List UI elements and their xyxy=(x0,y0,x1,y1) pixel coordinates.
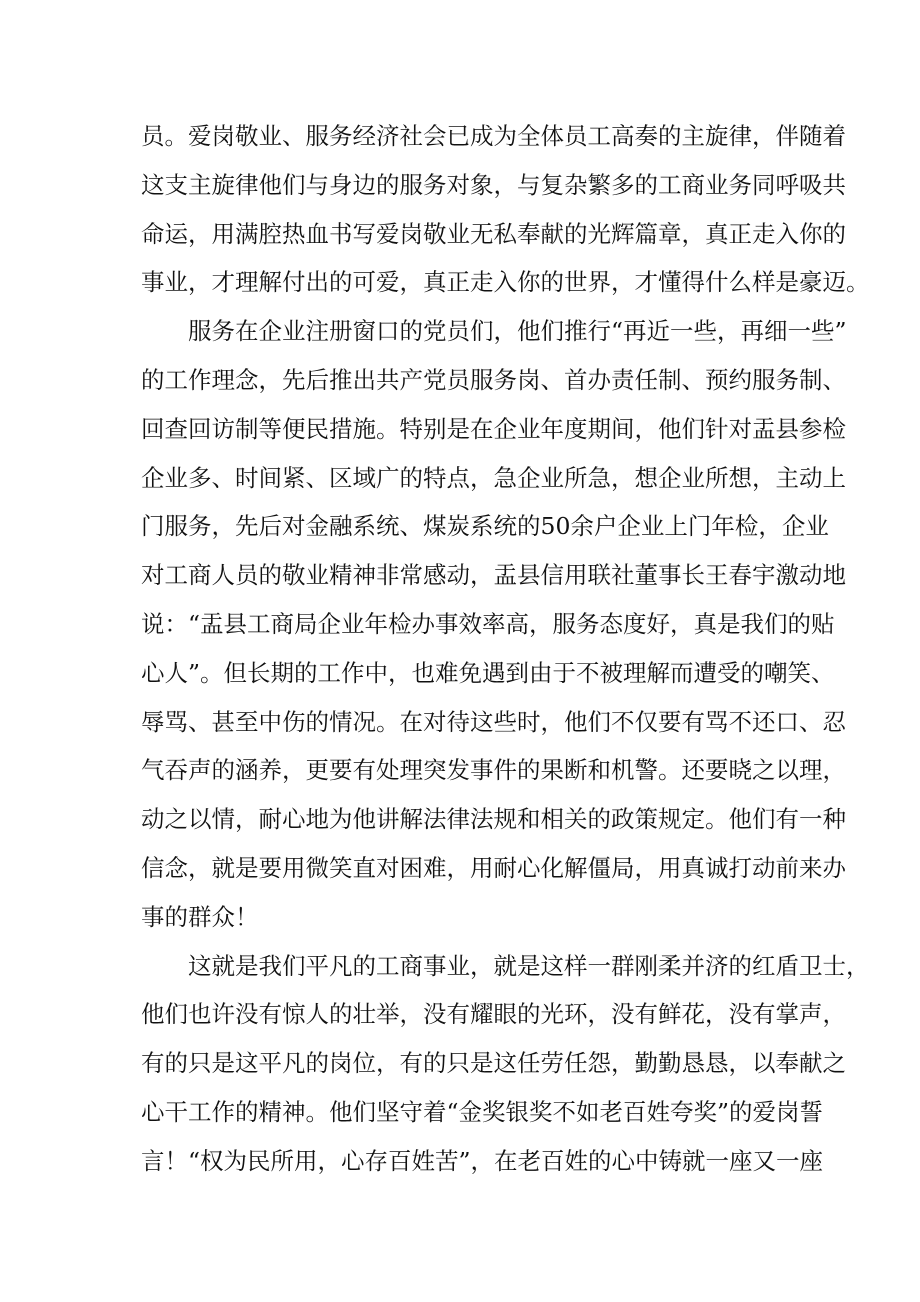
text-line: 这支主旋律他们与身边的服务对象，与复杂繁多的工商业务同呼吸共 xyxy=(141,170,846,199)
text-line: 心人”。但长期的工作中，也难免遇到由于不被理解而遭受的嘲笑、 xyxy=(141,658,835,687)
text-line: 服务在企业注册窗口的党员们，他们推行“再近一些，再细一些” xyxy=(188,317,847,346)
text-line: 辱骂、甚至中伤的情况。在对待这些时，他们不仅要有骂不还口、忍 xyxy=(141,707,846,736)
text-line: 的工作理念，先后推出共产党员服务岗、首办责任制、预约服务制、 xyxy=(141,365,846,394)
text-line: 对工商人员的敬业精神非常感动，盂县信用联社董事长王春宇激动地 xyxy=(141,561,846,590)
text-line: 心干工作的精神。他们坚守着“金奖银奖不如老百姓夸奖”的爱岗誓 xyxy=(141,1097,824,1126)
text-line: 动之以情，耐心地为他讲解法律法规和相关的政策规定。他们有一种 xyxy=(141,805,846,834)
text-line: 信念，就是要用微笑直对困难，用耐心化解僵局，用真诚打动前来办 xyxy=(141,853,846,882)
text-line: 言！“权为民所用，心存百姓苦”，在老百姓的心中铸就一座又一座 xyxy=(141,1146,824,1175)
text-line: 有的只是这平凡的岗位，有的只是这任劳任怨，勤勤恳恳，以奉献之 xyxy=(141,1049,846,1078)
text-line: 事业，才理解付出的可爱，真正走入你的世界，才懂得什么样是豪迈。 xyxy=(141,268,870,297)
text-line: 气吞声的涵养，更要有处理突发事件的果断和机警。还要晓之以理， xyxy=(141,756,846,785)
text-line: 企业多、时间紧、区域广的特点，急企业所急，想企业所想，主动上 xyxy=(141,463,846,492)
text-line: 员。爱岗敬业、服务经济社会已成为全体员工高奏的主旋律，伴随着 xyxy=(141,122,846,150)
text-line: 命运，用满腔热血书写爱岗敬业无私奉献的光辉篇章，真正走入你的 xyxy=(141,219,846,248)
text-line: 门服务，先后对金融系统、煤炭系统的50余户企业上门年检，企业 xyxy=(141,512,829,541)
text-line: 这就是我们平凡的工商事业，就是这样一群刚柔并济的红盾卫士， xyxy=(188,951,870,980)
text-line: 他们也许没有惊人的壮举，没有耀眼的光环，没有鲜花，没有掌声， xyxy=(141,1000,846,1029)
text-line: 事的群众！ xyxy=(141,902,259,931)
text-line: 说：“盂县工商局企业年检办事效率高，服务态度好，真是我们的贴 xyxy=(141,609,835,638)
text-line: 回查回访制等便民措施。特别是在企业年度期间，他们针对盂县参检 xyxy=(141,414,846,443)
body-text xyxy=(141,112,870,1186)
